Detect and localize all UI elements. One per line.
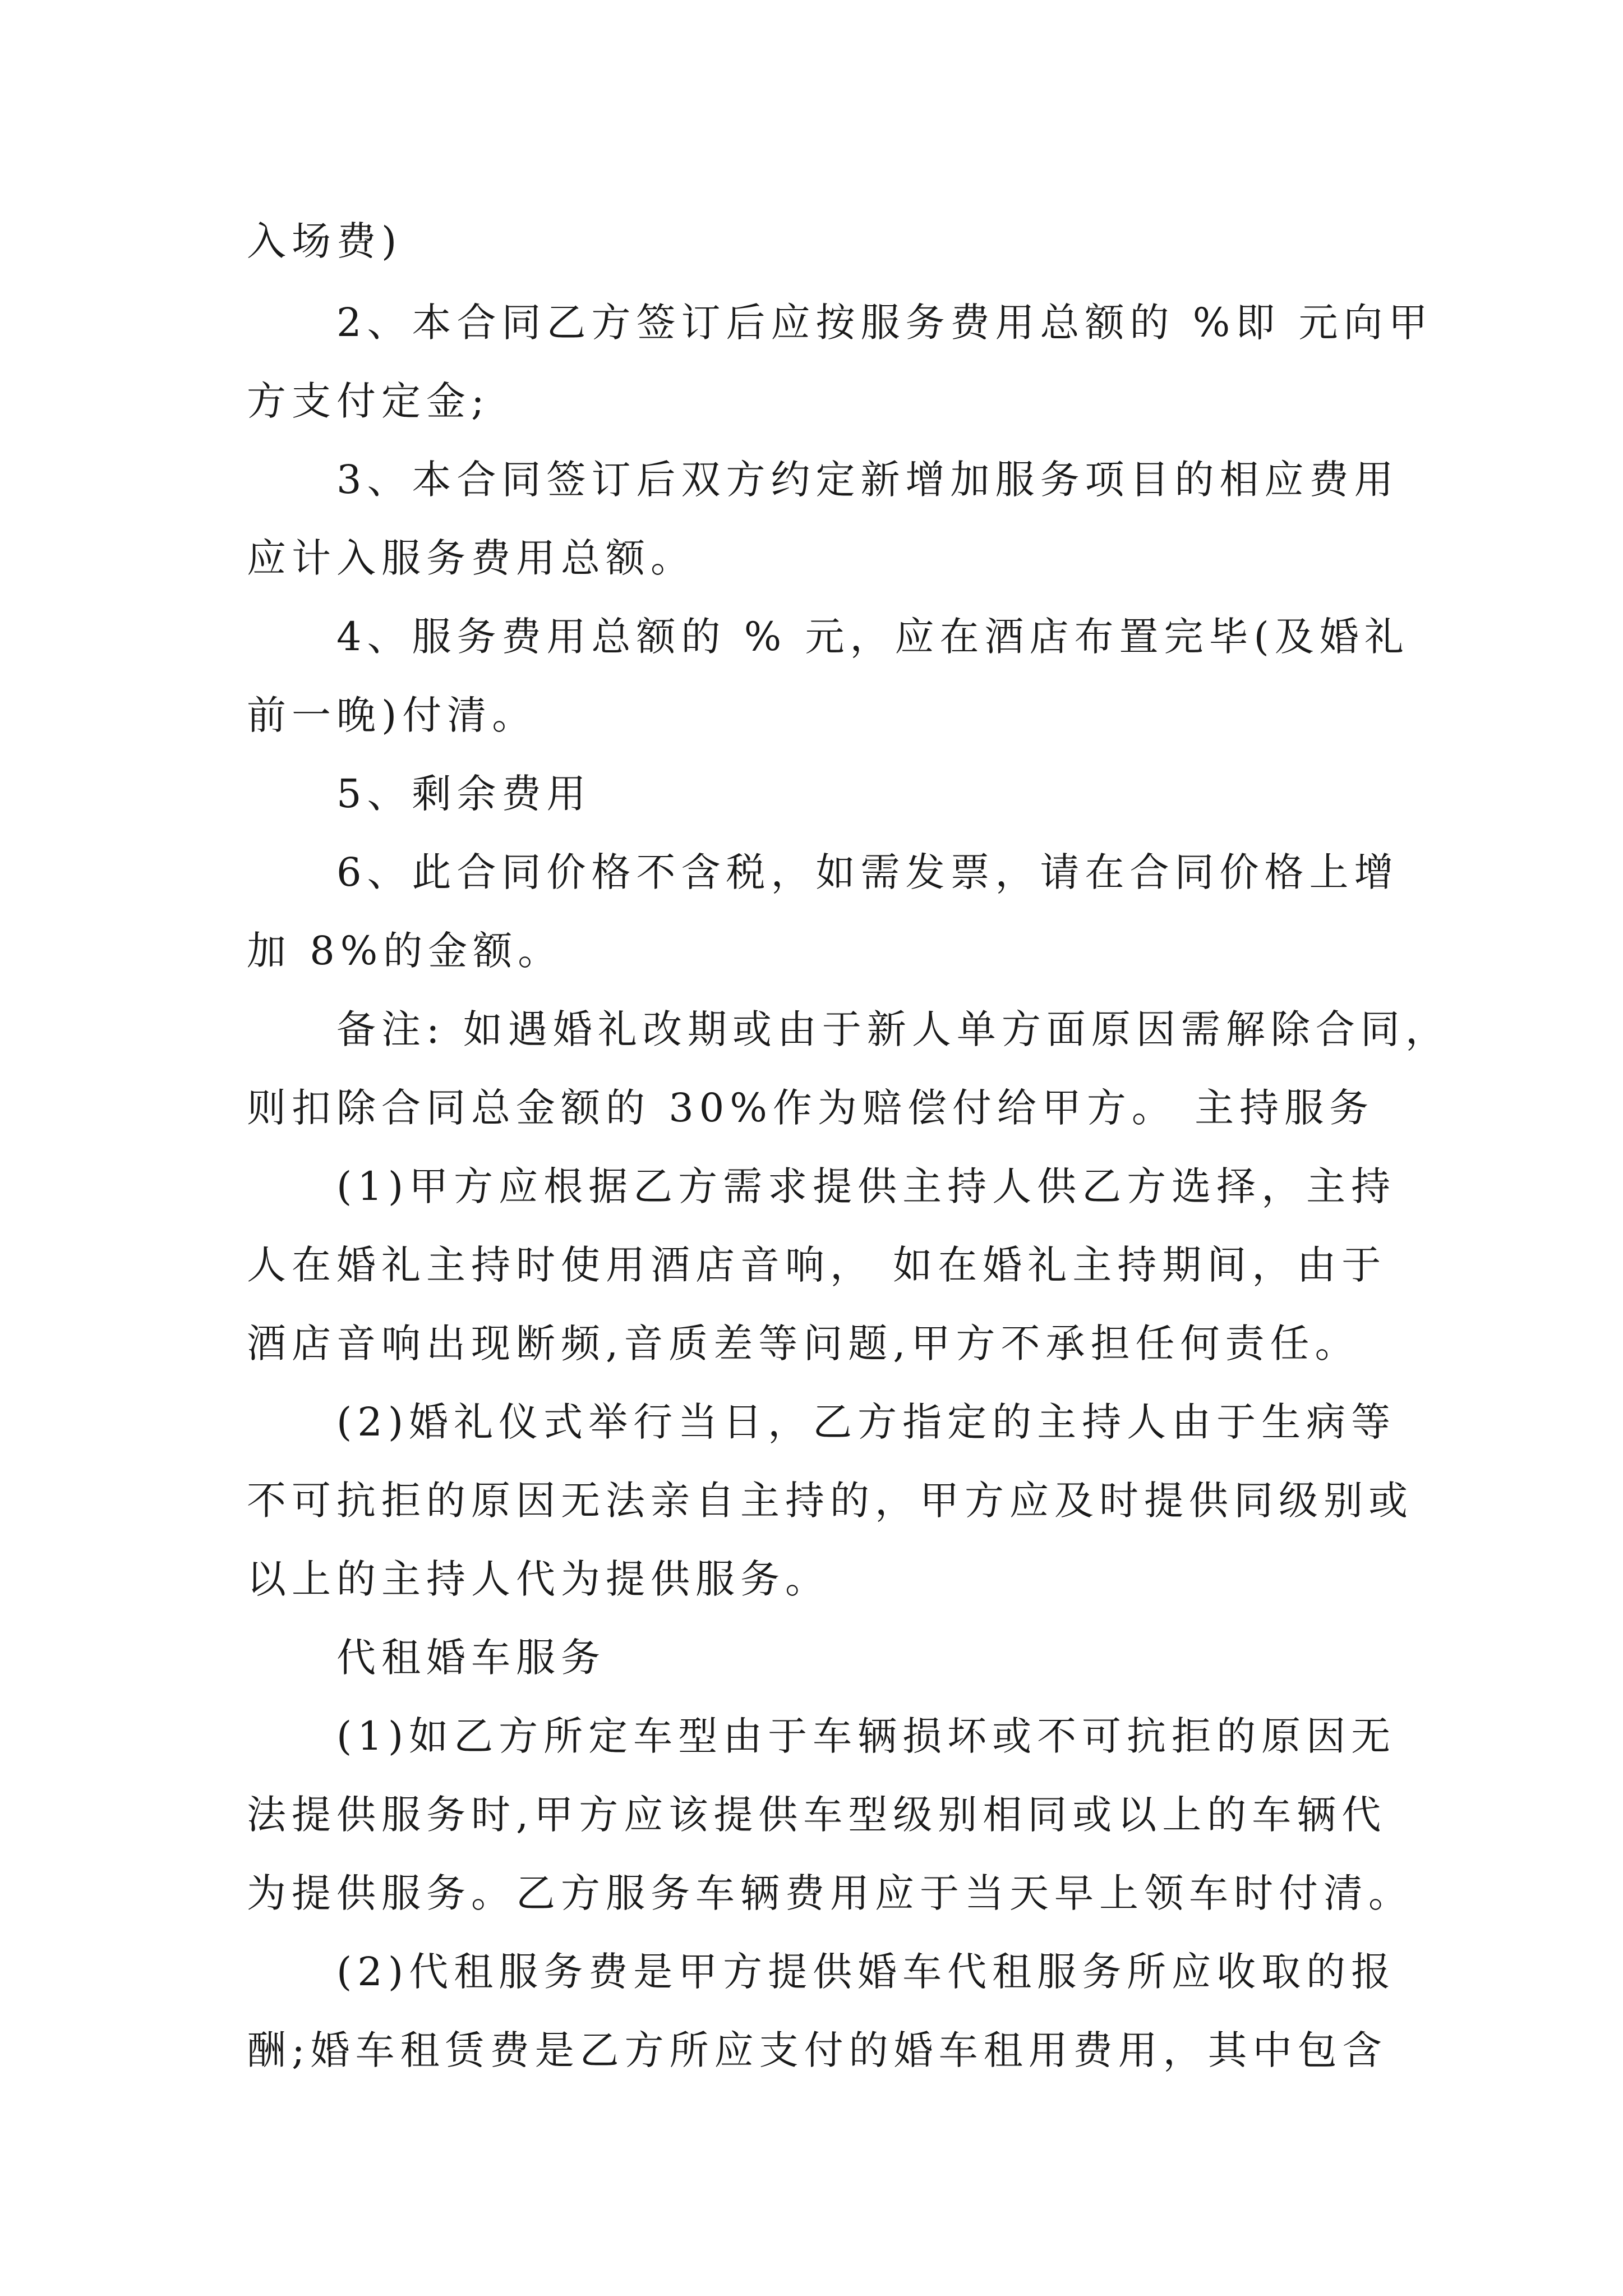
text-line: 前一晚)付清。 [247,692,537,738]
text-line: 入场费) [247,218,403,264]
text-line: 加 8%的金额。 [247,928,563,974]
text-line: (1)如乙方所定车型由于车辆损坏或不可抗拒的原因无 [336,1713,1396,1759]
text-line: 2、本合同乙方签订后应按服务费用总额的 %即 元向甲 [336,300,1433,346]
text-line: 4、服务费用总额的 % 元，应在酒店布置完毕(及婚礼 [336,614,1409,660]
text-line: (1)甲方应根据乙方需求提供主持人供乙方选择，主持 [336,1163,1396,1209]
text-line: 则扣除合同总金额的 30%作为赔偿付给甲方。 主持服务 [247,1085,1375,1131]
text-line: 代租婚车服务 [336,1635,606,1681]
text-line: 法提供服务时,甲方应该提供车型级别相同或以上的车辆代 [247,1792,1387,1838]
text-line: 方支付定金; [247,378,490,424]
text-line: (2)代租服务费是甲方提供婚车代租服务所应收取的报 [336,1949,1396,1995]
text-line: 酒店音响出现断频,音质差等问题,甲方不承担任何责任。 [247,1320,1360,1366]
text-line: 6、此合同价格不含税，如需发票，请在合同价格上增 [336,849,1399,895]
text-line: 以上的主持人代为提供服务。 [247,1556,830,1602]
text-line: 备注: 如遇婚礼改期或由于新人单方面原因需解除合同， [336,1006,1450,1052]
text-line: 应计入服务费用总额。 [247,535,695,581]
text-line: 人在婚礼主持时使用酒店音响， 如在婚礼主持期间，由于 [247,1242,1387,1288]
text-line: (2)婚礼仪式举行当日，乙方指定的主持人由于生病等 [336,1399,1396,1445]
text-line: 酬;婚车租赁费是乙方所应支付的婚车租用费用，其中包含 [247,2027,1387,2073]
text-line: 不可抗拒的原因无法亲自主持的，甲方应及时提供同级别或 [247,1478,1413,1524]
text-line: 5、剩余费用 [336,771,592,817]
text-line: 3、本合同签订后双方约定新增加服务项目的相应费用 [336,457,1399,503]
text-line: 为提供服务。乙方服务车辆费用应于当天早上领车时付清。 [247,1870,1413,1916]
